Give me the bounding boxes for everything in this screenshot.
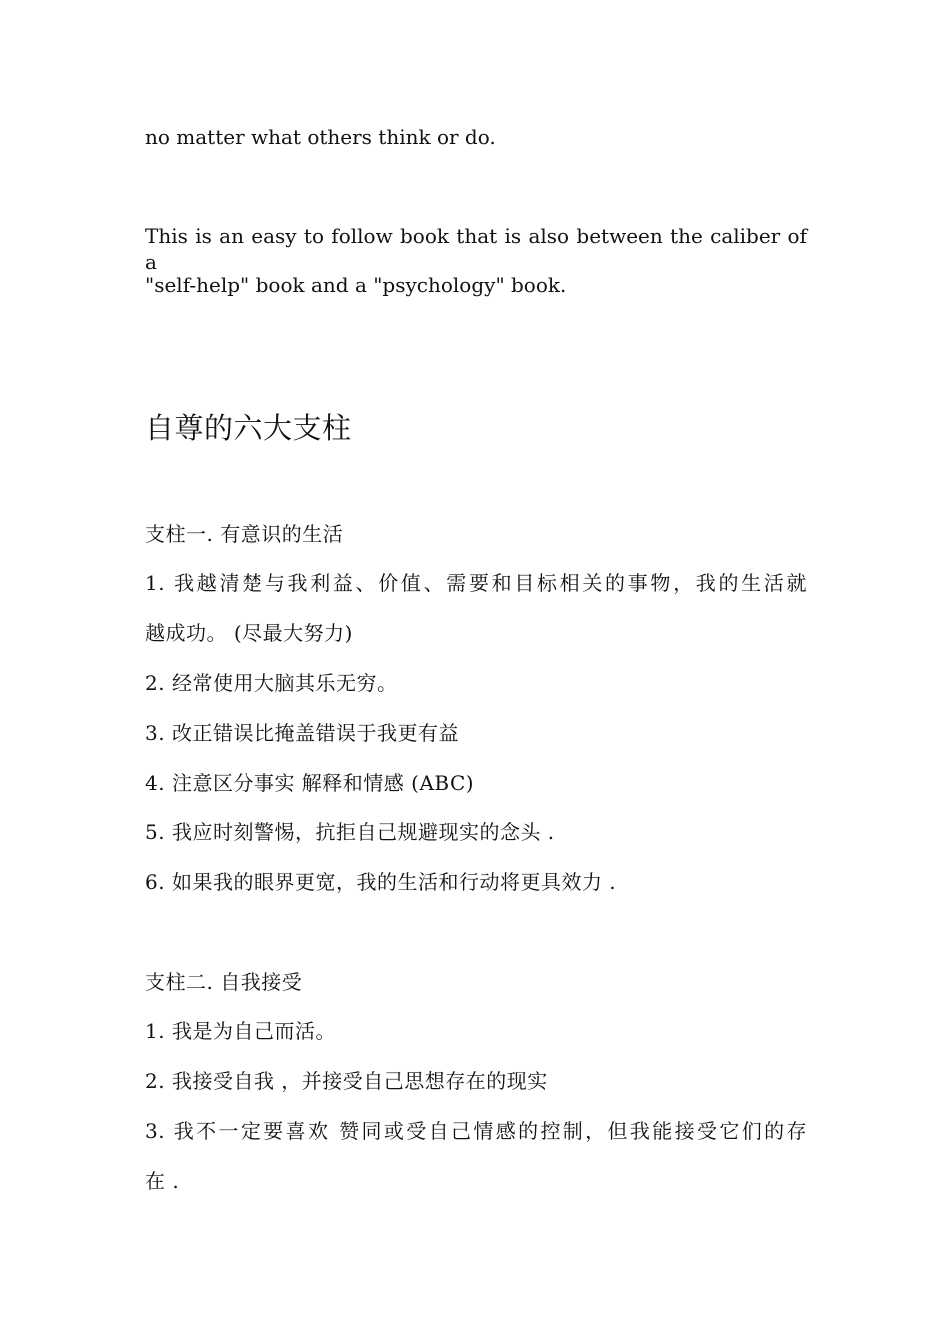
pillar-1-item-1: 1. 我越清楚与我利益、价值、需要和目标相关的事物，我的生活就 (145, 571, 807, 595)
pillar-1-item-1-cont: 越成功。 (尽最大努力) (145, 621, 353, 645)
pillar-2-title: 支柱二. 自我接受 (145, 970, 303, 994)
pillar-2-item-1: 1. 我是为自己而活。 (145, 1019, 336, 1043)
pillar-2-item-3: 3. 我不一定要喜欢 赞同或受自己情感的控制，但我能接受它们的存 (145, 1119, 807, 1143)
pillar-1-item-3: 3. 改正错误比掩盖错误于我更有益 (145, 721, 459, 745)
intro-paragraph-line-2: "self-help" book and a "psychology" book. (145, 273, 567, 297)
pillar-2-item-2: 2. 我接受自我 ，并接受自己思想存在的现实 (145, 1069, 548, 1093)
pillar-1-title: 支柱一. 有意识的生活 (145, 522, 344, 546)
intro-line: no matter what others think or do. (145, 125, 496, 149)
pillar-1-item-4: 4. 注意区分事实 解释和情感 (ABC) (145, 771, 475, 795)
pillar-2-item-3-cont: 在 . (145, 1169, 180, 1193)
section-heading: 自尊的六大支柱 (145, 411, 352, 445)
pillar-1-item-6: 6. 如果我的眼界更宽，我的生活和行动将更具效力 . (145, 870, 617, 894)
pillar-1-item-5: 5. 我应时刻警惕，抗拒自己规避现实的念头 . (145, 820, 555, 844)
intro-paragraph-line-1: This is an easy to follow book that is also between the caliber of a (145, 224, 807, 274)
pillar-1-item-2: 2. 经常使用大脑其乐无穷。 (145, 671, 398, 695)
